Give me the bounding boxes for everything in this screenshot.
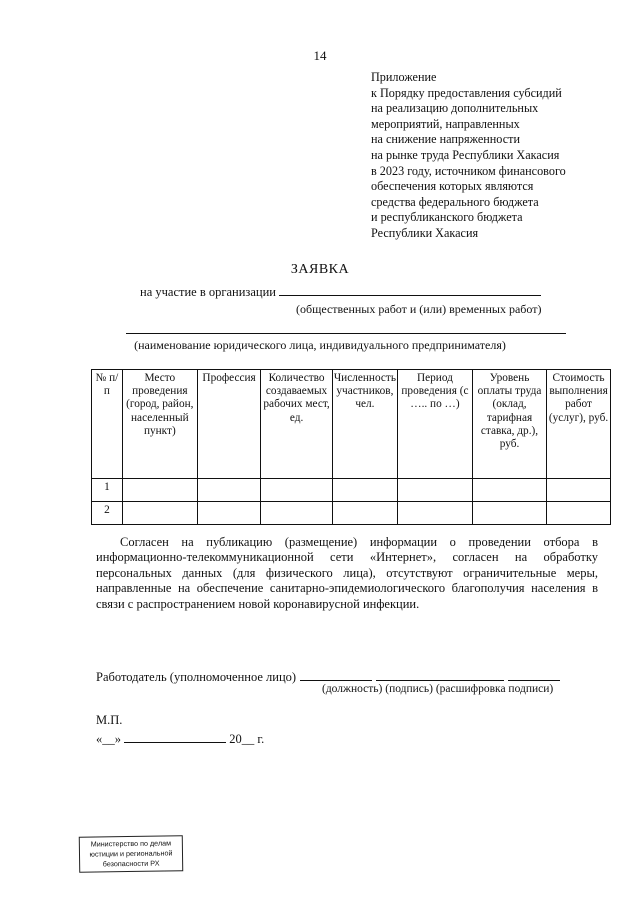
table-cell[interactable] — [197, 479, 261, 502]
table-row — [92, 479, 611, 502]
table-cell[interactable] — [472, 502, 546, 525]
appendix-line: и республиканского бюджета — [371, 210, 523, 225]
appendix-line: на рынке труда Республики Хакасия — [371, 147, 560, 162]
header-period: Период проведения (с ….. по …) — [398, 370, 473, 479]
signature-blank[interactable] — [376, 669, 504, 681]
appendix-line: на реализацию дополнительных — [371, 101, 539, 116]
table-row — [92, 502, 611, 525]
appendix-line: Республики Хакасия — [371, 225, 479, 240]
stamp-line: Министерство по делам — [90, 838, 172, 849]
table-cell[interactable] — [472, 479, 546, 502]
organization-blank[interactable] — [279, 284, 541, 296]
appendix-header — [371, 70, 566, 242]
application-table — [91, 369, 611, 525]
date-year: 20__ г. — [229, 732, 265, 746]
appendix-line: мероприятий, направленных — [371, 116, 520, 131]
position-blank[interactable] — [300, 669, 372, 681]
document-title: ЗАЯВКА — [290, 262, 350, 277]
consent-paragraph: Согласен на публикацию (размещение) информации о проведении отбора в информационно-телекоммуникационной сети «Интернет», согласен на обработку персональных данных (для физического лица), отсутствуют ограничительные меры, направленные на обеспечение санитарно-эпидемиологического благополучия населения в связи с распространением новой коронавирусной инфекции. — [96, 535, 598, 611]
stamp-line: безопасности РХ — [102, 858, 160, 869]
header-cost: Стоимость выполнения работ (услуг), руб. — [547, 370, 611, 479]
table-cell[interactable] — [398, 479, 473, 502]
table-cell[interactable] — [122, 479, 197, 502]
stamp-line: юстиции и региональной — [89, 848, 173, 859]
appendix-line: средства федерального бюджета — [371, 194, 539, 209]
header-profession: Профессия — [197, 370, 261, 479]
table-cell[interactable] — [547, 479, 611, 502]
table-cell[interactable] — [332, 479, 397, 502]
table-cell[interactable] — [547, 502, 611, 525]
row-number: 2 — [92, 502, 123, 525]
date-month-blank[interactable] — [124, 731, 226, 743]
table-cell[interactable] — [261, 479, 333, 502]
ministry-stamp — [79, 835, 183, 872]
appendix-line: в 2023 году, источником финансового — [371, 163, 566, 178]
date-line — [96, 731, 264, 747]
table-cell[interactable] — [398, 502, 473, 525]
table-cell[interactable] — [197, 502, 261, 525]
appendix-line: к Порядку предоставления субсидий — [371, 85, 562, 100]
signature-decoding-blank[interactable] — [508, 669, 560, 681]
header-location: Место проведения (город, район, населенный пункт) — [122, 370, 197, 479]
participation-line — [140, 284, 541, 300]
row-number: 1 — [92, 479, 123, 502]
header-number: № п/п — [92, 370, 123, 479]
entity-name-blank[interactable] — [126, 333, 566, 334]
header-jobs-count: Количество создаваемых рабочих мест, ед. — [261, 370, 333, 479]
page-number: 14 — [313, 48, 327, 63]
table-cell[interactable] — [332, 502, 397, 525]
appendix-line: обеспечения которых являются — [371, 179, 534, 194]
works-hint: (общественных работ и (или) временных работ) — [296, 302, 542, 316]
appendix-line: на снижение напряженности — [371, 132, 520, 147]
entity-hint: (наименование юридического лица, индивидуального предпринимателя) — [134, 338, 506, 352]
date-day: «__» — [96, 732, 121, 746]
employer-label: Работодатель (уполномоченное лицо) — [96, 670, 297, 684]
seal-place: М.П. — [96, 713, 123, 727]
appendix-line: Приложение — [371, 70, 437, 84]
table-cell[interactable] — [122, 502, 197, 525]
table-cell[interactable] — [261, 502, 333, 525]
header-participants: Численность участников, чел. — [332, 370, 397, 479]
participation-label: на участие в организации — [140, 285, 276, 299]
header-pay-level: Уровень оплаты труда (оклад, тарифная ставка, др.), руб. — [472, 370, 546, 479]
signature-hint: (должность) (подпись) (расшифровка подписи) — [322, 683, 554, 695]
